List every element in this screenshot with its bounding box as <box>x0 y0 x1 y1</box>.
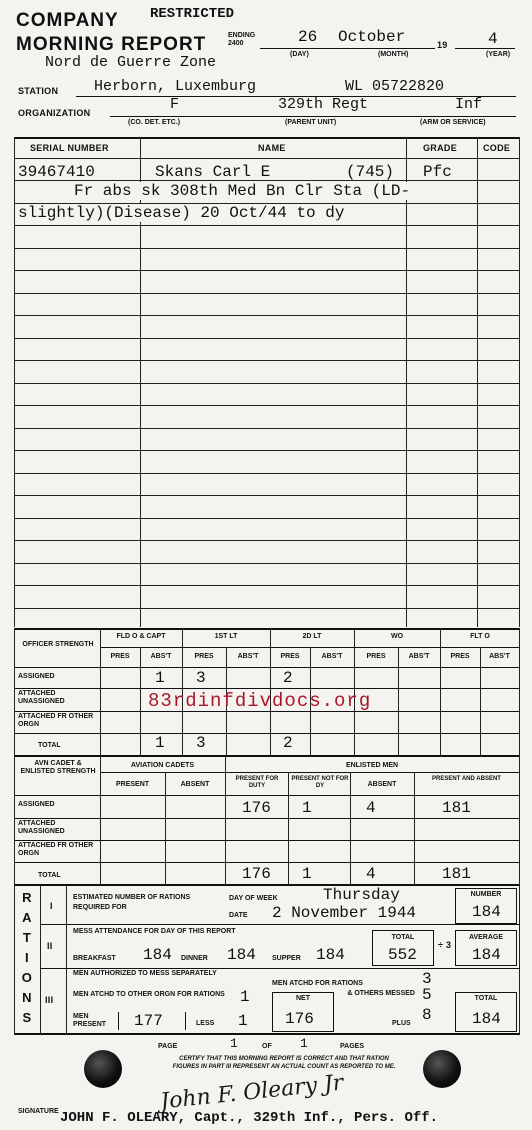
roman-3: III <box>45 995 54 1005</box>
roster-rule-line <box>14 158 520 159</box>
roster-rule-line <box>14 293 520 294</box>
report-month: October <box>338 28 406 46</box>
officer-sub-header: ABS'T <box>150 653 172 660</box>
ending-label: ENDING 2400 <box>228 32 256 47</box>
men-present-label: MEN PRESENT <box>73 1013 107 1028</box>
men-present-value: 177 <box>134 1012 163 1030</box>
date-label: DATE <box>229 912 248 919</box>
regiment-value: 329th Regt <box>278 96 369 113</box>
off-total-2lt-pres: 2 <box>283 734 293 752</box>
zone-text: Nord de Guerre Zone <box>45 54 217 71</box>
parent-unit-label: (PARENT UNIT) <box>285 119 337 126</box>
enl-assigned-pa: 181 <box>442 799 471 817</box>
off-row-attached-other: ATTACHED FR OTHER ORGN <box>18 713 94 728</box>
binder-hole-right <box>423 1050 461 1088</box>
day-label: (DAY) <box>290 51 309 58</box>
enlisted-strength-label: AVN CADET & ENLISTED STRENGTH <box>20 760 96 775</box>
breakfast-label: BREAKFAST <box>73 955 116 962</box>
roster-rule-line <box>14 450 520 451</box>
net-value: 176 <box>285 1010 314 1028</box>
grand-total-label: TOTAL <box>474 995 498 1002</box>
officer-col-line <box>140 647 141 756</box>
roster-serial: 39467410 <box>18 163 95 181</box>
off-total-fld-abs: 1 <box>155 734 165 752</box>
enl-row-attached-other: ATTACHED FR OTHER ORGN <box>18 842 94 857</box>
page-count: 1 <box>300 1036 308 1051</box>
pages-label: PAGES <box>340 1043 364 1050</box>
officer-sub-header: ABS'T <box>408 653 430 660</box>
rations-side-letter: S <box>22 1010 32 1025</box>
officer-sub-header: PRES <box>280 653 300 660</box>
day-of-week-label: DAY OF WEEK <box>229 895 278 902</box>
officer-group-header: 1ST LT <box>214 633 238 640</box>
roster-rule-line <box>14 518 520 519</box>
roster-rule-line <box>14 383 520 384</box>
station-label: STATION <box>18 86 59 96</box>
report-day: 26 <box>298 28 318 46</box>
col-name: NAME <box>258 143 286 153</box>
signature-label: SIGNATURE <box>18 1108 59 1115</box>
rations-side-letter: A <box>22 910 32 925</box>
officer-col-line <box>100 628 101 756</box>
co-det-label: (CO. DET. ETC.) <box>128 119 181 126</box>
enl-col-absent: ABSENT <box>367 781 397 788</box>
roman-2: II <box>47 941 53 951</box>
breakfast-value: 184 <box>143 946 172 964</box>
others-messed-label: & OTHERS MESSED <box>347 990 415 997</box>
roster-rule-line <box>14 338 520 339</box>
men-atchd-for-label: MEN ATCHD FOR RATIONS <box>272 980 363 987</box>
roster-rule-line <box>14 540 520 541</box>
roster-rule-line <box>14 428 520 429</box>
date-value: 2 November 1944 <box>272 904 417 922</box>
men-atchd-other-value: 1 <box>240 988 250 1006</box>
officer-group-header: FLD O & CAPT <box>116 633 166 640</box>
officer-col-line <box>398 647 399 756</box>
number-label: NUMBER <box>470 891 502 898</box>
roster-grade: Pfc <box>423 163 452 181</box>
officer-sub-header: PRES <box>194 653 214 660</box>
enl-row-assigned: ASSIGNED <box>18 801 55 808</box>
off-assigned-fld-abs: 1 <box>155 669 165 687</box>
enl-assigned-absent: 4 <box>366 799 376 817</box>
page-number: 1 <box>230 1036 238 1051</box>
col-serial-number: SERIAL NUMBER <box>30 143 109 153</box>
organization-label: ORGANIZATION <box>18 108 91 118</box>
men-atchd-other-label: MEN ATCHD TO OTHER ORGN FOR RATIONS <box>73 991 225 998</box>
roster-rule-line <box>14 405 520 406</box>
report-year: 4 <box>488 30 498 48</box>
officer-strength-label: OFFICER STRENGTH <box>22 641 94 648</box>
roman-1: I <box>50 901 53 911</box>
signer-name: JOHN F. OLEARY, Capt., 329th Inf., Pers. Off. <box>60 1110 439 1126</box>
of-label: OF <box>262 1043 272 1050</box>
enl-total-pnfd: 1 <box>302 865 312 883</box>
roster-name: Skans Carl E <box>155 163 271 181</box>
est-rations-label: ESTIMATED NUMBER OF RATIONS REQUIRED FOR <box>73 894 191 911</box>
rations-side-letter: R <box>22 890 32 905</box>
officer-col-line <box>480 647 481 756</box>
net-label: NET <box>296 995 310 1002</box>
men-atchd-for-value: 3 <box>422 970 432 988</box>
divide-by-three: ÷ 3 <box>438 940 452 950</box>
enl-total-pa: 181 <box>442 865 471 883</box>
station-value: Herborn, Luxemburg <box>94 78 257 95</box>
enl-assigned-pnfd: 1 <box>302 799 312 817</box>
officer-group-header: WO <box>390 633 404 640</box>
roster-remark-2: slightly)(Disease) 20 Oct/44 to dy <box>18 204 345 222</box>
enl-col-av-absent: ABSENT <box>180 781 210 788</box>
month-label: (MONTH) <box>378 51 409 58</box>
enl-col-present-not-for-duty: PRESENT NOT FOR DY <box>291 776 349 789</box>
officer-sub-header: ABS'T <box>321 653 343 660</box>
officer-sub-header: ABS'T <box>489 653 510 660</box>
officer-sub-header: PRES <box>366 653 386 660</box>
enl-col-present-for-duty: PRESENT FOR DUTY <box>235 776 279 789</box>
aviation-cadets-header: AVIATION CADETS <box>130 762 195 769</box>
officer-group-header: FLT O <box>470 633 490 640</box>
year-label: (YEAR) <box>486 51 511 58</box>
rations-side-letter: I <box>25 950 29 965</box>
number-value: 184 <box>472 903 501 921</box>
average-value: 184 <box>472 946 501 964</box>
off-total-1lt-pres: 3 <box>196 734 206 752</box>
officer-sub-header: PRES <box>110 653 130 660</box>
others-messed-value: 5 <box>422 986 432 1004</box>
grid-reference: WL 05722820 <box>345 78 445 95</box>
roster-rule-line <box>14 360 520 361</box>
enl-total-absent: 4 <box>366 865 376 883</box>
roster-rule-line <box>14 225 520 226</box>
roster-rule-line <box>14 563 520 564</box>
form-title-company: COMPANY <box>16 10 119 31</box>
day-of-week-value: Thursday <box>323 886 400 904</box>
dinner-label: DINNER <box>181 955 208 962</box>
less-value: 1 <box>238 1012 248 1030</box>
less-label: LESS <box>196 1020 215 1027</box>
enl-total-pfd: 176 <box>242 865 271 883</box>
roster-rule-line <box>14 270 520 271</box>
enl-row-attached-unassigned: ATTACHED UNASSIGNED <box>18 820 65 835</box>
supper-value: 184 <box>316 946 345 964</box>
signature-script: John F. Oleary Jr <box>159 1070 345 1115</box>
rations-side-letter: T <box>22 930 32 945</box>
restricted-stamp: RESTRICTED <box>150 6 235 22</box>
branch-value: Inf <box>455 96 483 113</box>
certify-text: CERTIFY THAT THIS MORNING REPORT IS CORRECT AND THAT RATION FIGURES IN PART III REPRESENT AN ACTUAL COUNT AS REPORTED TO ME. <box>172 1056 396 1070</box>
binder-hole-left <box>84 1050 122 1088</box>
rations-side-letter: O <box>21 970 33 985</box>
roster-code-num: (745) <box>346 163 395 181</box>
arm-service-label: (ARM OR SERVICE) <box>420 119 486 126</box>
watermark-text: 83rdinfdivdocs.org <box>148 690 372 712</box>
officer-sub-header: PRES <box>450 653 470 660</box>
off-assigned-2lt-pres: 2 <box>283 669 293 687</box>
page-label: PAGE <box>158 1043 178 1050</box>
roster-rule-line <box>14 315 520 316</box>
roster-rule-line <box>14 495 520 496</box>
enlisted-men-header: ENLISTED MEN <box>345 762 399 769</box>
men-authorized-label: MEN AUTHORIZED TO MESS SEPARATELY <box>73 970 217 977</box>
roster-rule-line <box>14 608 520 609</box>
plus-value: 8 <box>422 1006 432 1024</box>
supper-label: SUPPER <box>272 955 301 962</box>
col-code: CODE <box>483 143 511 153</box>
officer-group-header: 2D LT <box>302 633 322 640</box>
mess-total-label: TOTAL <box>391 934 415 941</box>
off-row-assigned: ASSIGNED <box>18 673 55 680</box>
plus-label: PLUS <box>392 1020 411 1027</box>
roster-rule-line <box>14 585 520 586</box>
grand-total-value: 184 <box>472 1010 501 1028</box>
enl-col-present-and-absent: PRESENT AND ABSENT <box>432 776 501 782</box>
mess-total-value: 552 <box>388 946 417 964</box>
roster-remark-1: Fr abs sk 308th Med Bn Clr Sta (LD- <box>74 182 411 200</box>
mess-attendance-label: MESS ATTENDANCE FOR DAY OF THIS REPORT <box>73 928 236 935</box>
roster-rule-line <box>14 248 520 249</box>
form-title-morning-report: MORNING REPORT <box>16 34 207 55</box>
off-row-total: TOTAL <box>38 742 61 749</box>
enl-row-total: TOTAL <box>38 872 61 879</box>
enl-assigned-pfd: 176 <box>242 799 271 817</box>
dinner-value: 184 <box>227 946 256 964</box>
company-letter: F <box>170 96 180 113</box>
average-label: AVERAGE <box>468 934 504 941</box>
officer-sub-header: ABS'T <box>237 653 259 660</box>
off-assigned-1lt-pres: 3 <box>196 669 206 687</box>
year-prefix: 19 <box>437 40 448 50</box>
enl-col-av-present: PRESENT <box>115 781 150 788</box>
roster-rule-line <box>14 473 520 474</box>
rations-side-letter: N <box>22 990 32 1005</box>
col-grade: GRADE <box>423 143 458 153</box>
off-row-attached-unassigned: ATTACHED UNASSIGNED <box>18 690 65 705</box>
officer-col-line <box>440 628 441 756</box>
